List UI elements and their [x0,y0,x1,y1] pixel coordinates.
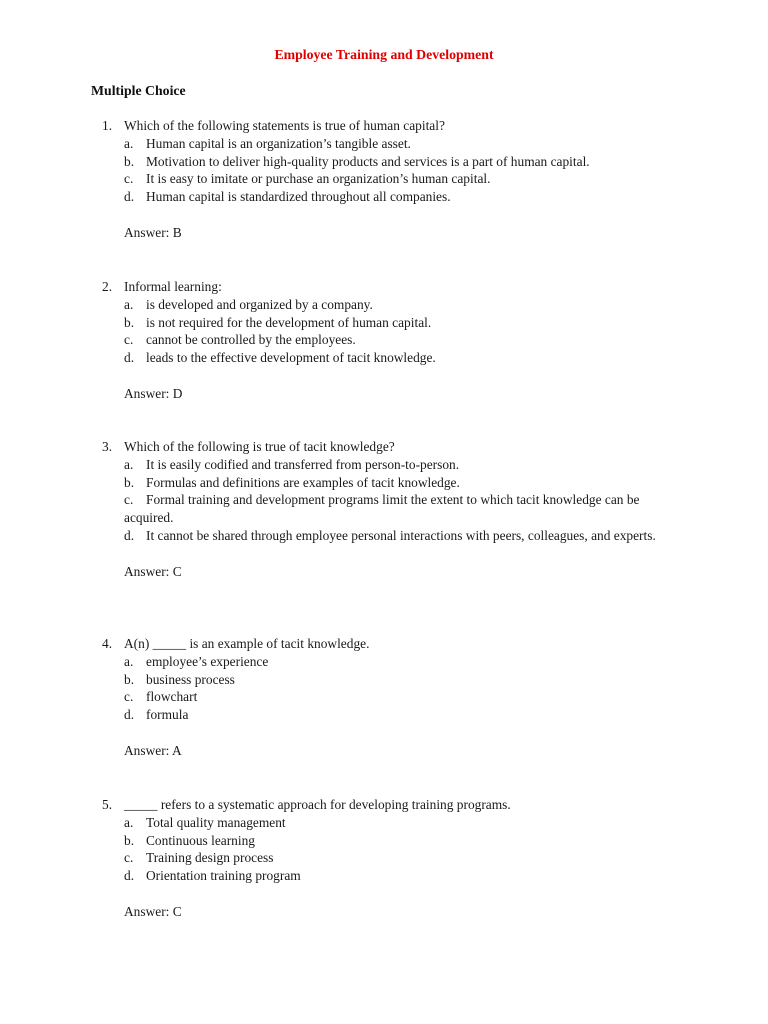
question-number: 4. [102,636,113,651]
answer-text: Answer: C [124,563,182,579]
option-text: It is easily codified and transferred from person-to-person. [146,456,460,472]
question-number: 3. [102,439,113,454]
option-letter: b. [124,671,135,687]
answer-text: Answer: A [124,742,182,758]
option-text: Training design process [146,850,274,866]
answer-line [0,742,768,760]
document-title: Employee Training and Development [274,47,494,62]
option-text: Human capital is an organization’s tangible asset. [146,135,411,151]
option-letter: d. [124,350,135,366]
option-d [0,349,768,367]
option-a [0,135,768,153]
answer-text: Answer: C [124,903,182,919]
option-letter: a. [124,653,134,669]
question-text: Which of the following statements is true of human capital? [124,118,445,133]
option-b [0,474,768,492]
answer-line [0,224,768,242]
option-c [0,170,768,188]
answer-line [0,385,768,403]
option-letter: a. [124,135,134,151]
option-letter: b. [124,832,135,848]
option-c [0,849,768,867]
question-number: 2. [102,279,113,294]
option-text: cannot be controlled by the employees. [146,332,356,348]
question-3 [0,438,768,580]
option-text: leads to the effective development of tacit knowledge. [146,350,436,366]
section-heading: Multiple Choice [91,83,186,98]
option-text: Orientation training program [146,868,301,884]
option-text: Formal training and development programs limit the extent to which tacit knowledge can be acquired. [124,492,640,526]
option-d [0,527,768,545]
question-1 [0,117,768,242]
option-letter: d. [124,527,135,543]
option-text: is not required for the development of human capital. [146,314,432,330]
option-text: Formulas and definitions are examples of tacit knowledge. [146,474,460,490]
option-letter: b. [124,474,135,490]
question-number: 5. [102,797,113,812]
option-letter: c. [124,171,134,187]
answer-line [0,563,768,581]
option-b [0,671,768,689]
option-letter: d. [124,868,135,884]
question-text: A(n) _____ is an example of tacit knowledge. [124,636,370,651]
option-text: Motivation to deliver high-quality products and services is a part of human capital. [146,153,590,169]
question-text: _____ refers to a systematic approach for developing training programs. [124,797,511,812]
option-letter: d. [124,707,135,723]
option-d [0,867,768,885]
option-letter: b. [124,153,135,169]
option-a [0,296,768,314]
option-a [0,653,768,671]
option-text: It cannot be shared through employee personal interactions with peers, colleagues, and experts. [146,527,656,543]
option-d [0,188,768,206]
option-text: It is easy to imitate or purchase an organization’s human capital. [146,171,491,187]
answer-text: Answer: D [124,385,183,401]
question-text: Informal learning: [124,279,222,294]
option-a [0,814,768,832]
answer-text: Answer: B [124,224,182,240]
option-b [0,832,768,850]
question-2 [0,278,768,403]
option-text: flowchart [146,689,198,705]
option-c [0,331,768,349]
option-b [0,153,768,171]
option-c [0,688,768,706]
option-a [0,456,768,474]
option-letter: a. [124,296,134,312]
option-letter: c. [124,850,134,866]
option-text: formula [146,707,189,723]
option-letter: a. [124,814,134,830]
option-text: Total quality management [146,814,286,830]
question-4 [0,635,768,760]
option-b [0,314,768,332]
question-number: 1. [102,118,113,133]
answer-line [0,903,768,921]
option-text: Human capital is standardized throughout all companies. [146,189,451,205]
option-letter: b. [124,314,135,330]
option-text: business process [146,671,235,687]
option-d [0,706,768,724]
option-letter: a. [124,456,134,472]
option-c [0,491,768,527]
option-text: Continuous learning [146,832,255,848]
question-5 [0,796,768,921]
option-text: is developed and organized by a company. [146,296,373,312]
option-letter: c. [124,492,134,508]
option-text: employee’s experience [146,653,269,669]
option-letter: d. [124,189,135,205]
option-letter: c. [124,689,134,705]
option-letter: c. [124,332,134,348]
question-text: Which of the following is true of tacit knowledge? [124,439,395,454]
